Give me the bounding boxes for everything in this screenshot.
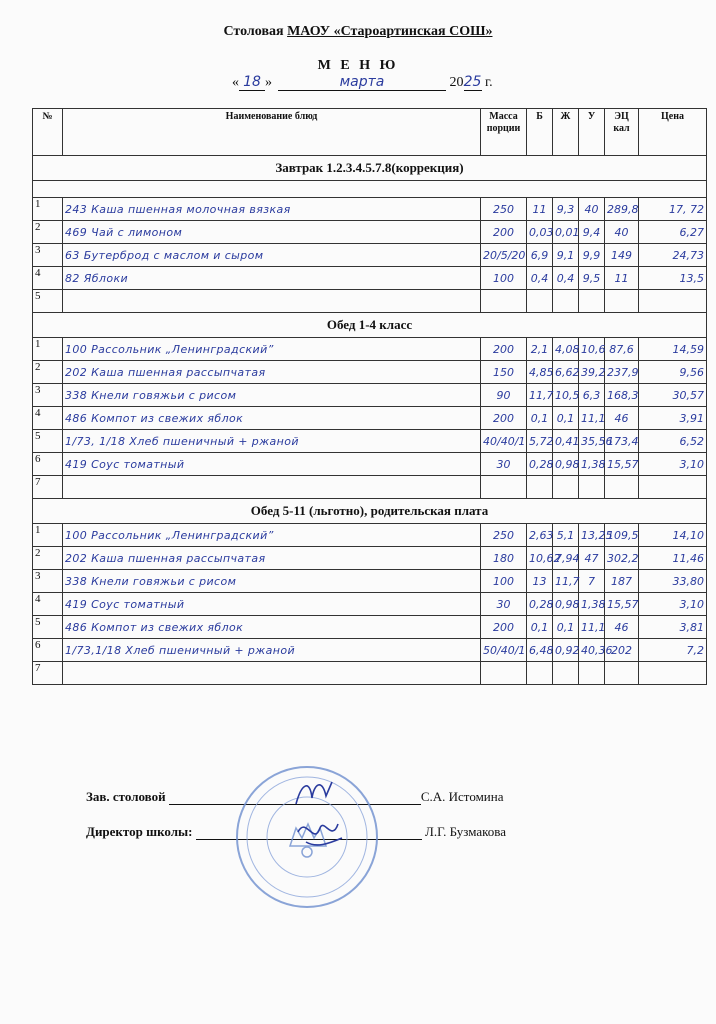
carbs-value: 9,4 (579, 221, 605, 244)
carbs-value: 9,5 (579, 267, 605, 290)
dish-mass: 200 (481, 338, 527, 361)
dish-name: 82 Яблоки (63, 267, 481, 290)
calories-value: 46 (605, 407, 639, 430)
price-value: 9,56 (639, 361, 707, 384)
dish-mass: 150 (481, 361, 527, 384)
dish-name: 486 Компот из свежих яблок (63, 616, 481, 639)
table-row (33, 198, 707, 221)
carbs-value (579, 290, 605, 313)
protein-value: 10,62 (527, 547, 553, 570)
row-number: 1 (33, 524, 63, 547)
table-row (33, 361, 707, 384)
fat-value: 10,5 (553, 384, 579, 407)
director-name: Л.Г. Бузмакова (425, 824, 507, 839)
fat-value: 6,62 (553, 361, 579, 384)
document-title (0, 24, 716, 40)
fat-value: 11,7 (553, 570, 579, 593)
dish-name: 419 Соус томатный (63, 593, 481, 616)
dish-mass: 250 (481, 524, 527, 547)
row-number: 3 (33, 384, 63, 407)
table-row (33, 267, 707, 290)
protein-value: 0,28 (527, 593, 553, 616)
row-number: 2 (33, 547, 63, 570)
price-value (639, 662, 707, 685)
price-value: 3,81 (639, 616, 707, 639)
fat-value (553, 290, 579, 313)
price-value: 6,27 (639, 221, 707, 244)
row-number: 3 (33, 244, 63, 267)
table-row (33, 476, 707, 499)
fat-value: 0,1 (553, 407, 579, 430)
protein-value: 13 (527, 570, 553, 593)
row-number: 6 (33, 639, 63, 662)
org-prefix: Столовая (223, 24, 284, 39)
fat-value: 0,4 (553, 267, 579, 290)
protein-value: 11,7 (527, 384, 553, 407)
calories-value (605, 290, 639, 313)
fat-value: 9,3 (553, 198, 579, 221)
protein-value: 2,63 (527, 524, 553, 547)
protein-value (527, 290, 553, 313)
calories-value: 149 (605, 244, 639, 267)
col-ek-header: ЭЦ кал (605, 109, 639, 156)
dish-mass: 30 (481, 593, 527, 616)
protein-value: 11 (527, 198, 553, 221)
col-mass-header: Масса порции (481, 109, 527, 156)
protein-value: 5,72 (527, 430, 553, 453)
director-handwritten-signature (292, 812, 348, 852)
director-label: Директор школы: (86, 824, 193, 839)
dish-name: 338 Кнели говяжьи с рисом (63, 384, 481, 407)
calories-value: 40 (605, 221, 639, 244)
price-value: 13,5 (639, 267, 707, 290)
price-value: 11,46 (639, 547, 707, 570)
protein-value: 4,85 (527, 361, 553, 384)
dish-mass: 180 (481, 547, 527, 570)
protein-value: 0,4 (527, 267, 553, 290)
row-number: 4 (33, 407, 63, 430)
table-row (33, 430, 707, 453)
table-row (33, 338, 707, 361)
protein-value: 2,1 (527, 338, 553, 361)
table-row (33, 662, 707, 685)
dish-name: 338 Кнели говяжьи с рисом (63, 570, 481, 593)
carbs-value: 1,38 (579, 453, 605, 476)
protein-value: 0,1 (527, 407, 553, 430)
fat-value: 4,08 (553, 338, 579, 361)
dish-mass: 250 (481, 198, 527, 221)
dish-name: 469 Чай с лимоном (63, 221, 481, 244)
calories-value: 302,2 (605, 547, 639, 570)
calories-value: 11 (605, 267, 639, 290)
dish-name: 63 Бутерброд с маслом и сыром (63, 244, 481, 267)
col-price-header: Цена (639, 109, 707, 156)
table-row (33, 384, 707, 407)
carbs-value: 9,9 (579, 244, 605, 267)
carbs-value: 40 (579, 198, 605, 221)
dish-name: 202 Каша пшенная рассыпчатая (63, 361, 481, 384)
price-value: 30,57 (639, 384, 707, 407)
dish-name: 100 Рассольник „Ленинградский” (63, 338, 481, 361)
price-value: 6,52 (639, 430, 707, 453)
section-spacer-row (33, 181, 707, 198)
section-title: Обед 1-4 класс (33, 313, 707, 338)
date-month: марта (278, 74, 446, 91)
price-value: 7,2 (639, 639, 707, 662)
row-number: 4 (33, 593, 63, 616)
dish-mass: 200 (481, 616, 527, 639)
table-row (33, 244, 707, 267)
dish-name: 486 Компот из свежих яблок (63, 407, 481, 430)
dish-name: 100 Рассольник „Ленинградский” (63, 524, 481, 547)
carbs-value: 1,38 (579, 593, 605, 616)
fat-value: 0,98 (553, 453, 579, 476)
fat-value: 9,1 (553, 244, 579, 267)
calories-value: 289,8 (605, 198, 639, 221)
dish-name: 1/73,1/18 Хлеб пшеничный + ржаной (63, 639, 481, 662)
carbs-value: 40,36 (579, 639, 605, 662)
year-suffix: 25 (463, 74, 482, 90)
row-number: 1 (33, 338, 63, 361)
protein-value: 6,9 (527, 244, 553, 267)
calories-value: 15,57 (605, 593, 639, 616)
price-value: 14,59 (639, 338, 707, 361)
row-number: 7 (33, 662, 63, 685)
carbs-value: 7 (579, 570, 605, 593)
fat-value (553, 476, 579, 499)
calories-value (605, 662, 639, 685)
calories-value (605, 476, 639, 499)
price-value: 3,10 (639, 593, 707, 616)
dish-name: 419 Соус томатный (63, 453, 481, 476)
carbs-value: 11,1 (579, 407, 605, 430)
carbs-value: 10,6 (579, 338, 605, 361)
table-row (33, 407, 707, 430)
row-number: 5 (33, 430, 63, 453)
dish-name: 202 Каша пшенная рассыпчатая (63, 547, 481, 570)
calories-value: 46 (605, 616, 639, 639)
price-value: 3,10 (639, 453, 707, 476)
spacer-cell (33, 181, 707, 198)
carbs-value: 35,56 (579, 430, 605, 453)
canteen-name: С.А. Истомина (420, 789, 504, 804)
year-unit: г. (485, 75, 493, 90)
col-zh-header: Ж (553, 109, 579, 156)
carbs-value (579, 662, 605, 685)
year-prefix: 20 (449, 75, 464, 90)
fat-value: 5,1 (553, 524, 579, 547)
menu-heading: М Е Н Ю (317, 58, 399, 73)
carbs-value: 13,25 (579, 524, 605, 547)
price-value: 3,91 (639, 407, 707, 430)
section-title: Завтрак 1.2.3.4.5.7.8(коррекция) (33, 156, 707, 181)
fat-value: 0,98 (553, 593, 579, 616)
fat-value: 7,94 (553, 547, 579, 570)
row-number: 5 (33, 616, 63, 639)
carbs-value: 47 (579, 547, 605, 570)
row-number: 6 (33, 453, 63, 476)
org-name: МАОУ «Староартинская СОШ» (287, 24, 493, 39)
dish-name: 243 Каша пшенная молочная вязкая (63, 198, 481, 221)
dish-mass (481, 476, 527, 499)
dish-name (63, 290, 481, 313)
dish-name (63, 662, 481, 685)
dish-mass (481, 290, 527, 313)
calories-value: 15,57 (605, 453, 639, 476)
canteen-handwritten-signature (292, 776, 342, 810)
carbs-value: 39,2 (579, 361, 605, 384)
section-header-row (33, 313, 707, 338)
row-number: 3 (33, 570, 63, 593)
table-row (33, 221, 707, 244)
row-number: 2 (33, 221, 63, 244)
table-row (33, 524, 707, 547)
fat-value: 0,92 (553, 639, 579, 662)
row-number: 2 (33, 361, 63, 384)
price-value: 17, 72 (639, 198, 707, 221)
col-u-header: У (579, 109, 605, 156)
dish-mass: 100 (481, 570, 527, 593)
section-header-row (33, 156, 707, 181)
fat-value: 0,1 (553, 616, 579, 639)
table-row (33, 616, 707, 639)
carbs-value: 11,1 (579, 616, 605, 639)
price-value (639, 290, 707, 313)
dish-mass: 40/40/1 (481, 430, 527, 453)
calories-value: 87,6 (605, 338, 639, 361)
price-value: 33,80 (639, 570, 707, 593)
dish-mass: 50/40/1 (481, 639, 527, 662)
menu-table (32, 108, 707, 685)
table-header-row (33, 109, 707, 156)
protein-value: 6,48 (527, 639, 553, 662)
dish-name (63, 476, 481, 499)
row-number: 5 (33, 290, 63, 313)
table-row (33, 570, 707, 593)
carbs-value (579, 476, 605, 499)
row-number: 4 (33, 267, 63, 290)
dish-name: 1/73, 1/18 Хлеб пшеничный + ржаной (63, 430, 481, 453)
section-title: Обед 5-11 (льготно), родительская плата (33, 499, 707, 524)
col-num-header: № (33, 109, 63, 156)
calories-value: 237,9 (605, 361, 639, 384)
price-value: 24,73 (639, 244, 707, 267)
row-number: 1 (33, 198, 63, 221)
calories-value: 109,5 (605, 524, 639, 547)
section-header-row (33, 499, 707, 524)
calories-value: 173,4 (605, 430, 639, 453)
protein-value: 0,28 (527, 453, 553, 476)
date-close-quote: » (265, 75, 272, 90)
dish-mass: 90 (481, 384, 527, 407)
fat-value (553, 662, 579, 685)
protein-value: 0,1 (527, 616, 553, 639)
menu-date (232, 74, 493, 91)
table-row (33, 547, 707, 570)
protein-value: 0,03 (527, 221, 553, 244)
table-row (33, 593, 707, 616)
dish-mass: 30 (481, 453, 527, 476)
table-row (33, 639, 707, 662)
table-row (33, 290, 707, 313)
table-row (33, 453, 707, 476)
calories-value: 187 (605, 570, 639, 593)
protein-value (527, 476, 553, 499)
col-name-header: Наименование блюд (63, 109, 481, 156)
dish-mass: 200 (481, 221, 527, 244)
canteen-label: Зав. столовой (86, 789, 166, 804)
price-value: 14,10 (639, 524, 707, 547)
carbs-value: 6,3 (579, 384, 605, 407)
dish-mass: 20/5/20 (481, 244, 527, 267)
calories-value: 168,3 (605, 384, 639, 407)
fat-value: 0,41 (553, 430, 579, 453)
dish-mass (481, 662, 527, 685)
date-day: 18 (239, 74, 265, 91)
dish-mass: 100 (481, 267, 527, 290)
calories-value: 202 (605, 639, 639, 662)
fat-value: 0,01 (553, 221, 579, 244)
protein-value (527, 662, 553, 685)
col-b-header: Б (527, 109, 553, 156)
row-number: 7 (33, 476, 63, 499)
dish-mass: 200 (481, 407, 527, 430)
price-value (639, 476, 707, 499)
date-open-quote: « (232, 75, 239, 90)
